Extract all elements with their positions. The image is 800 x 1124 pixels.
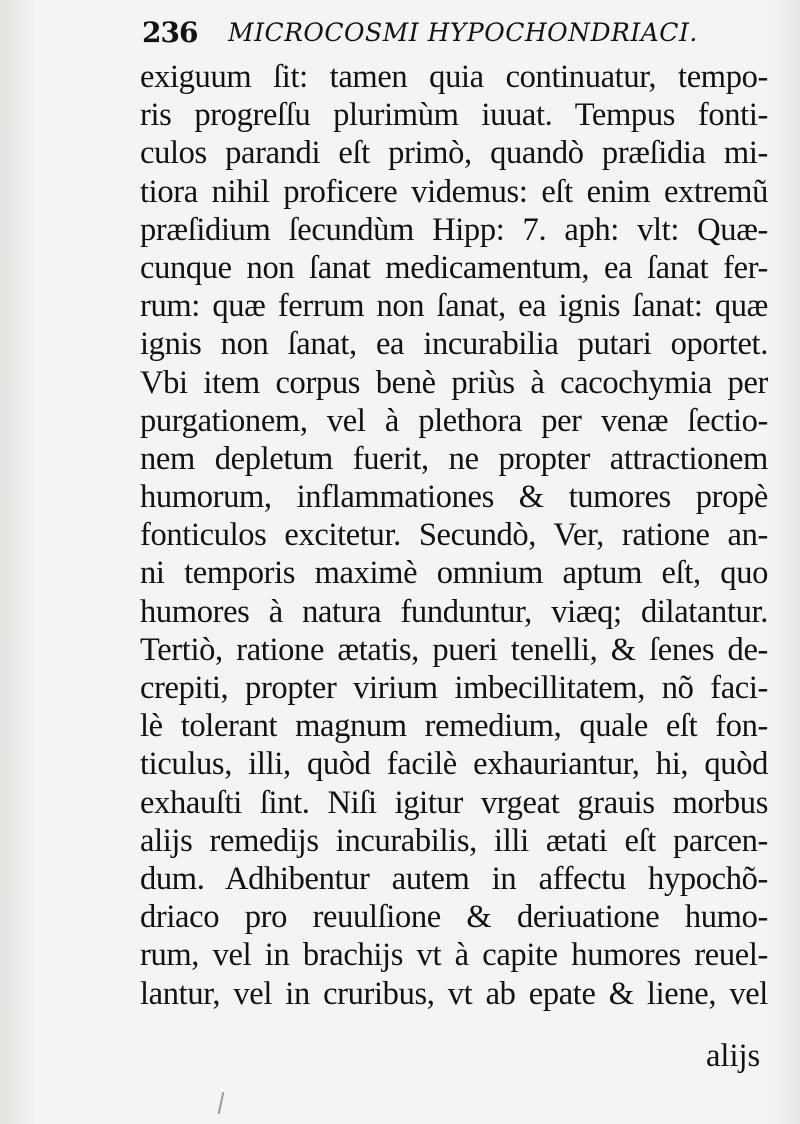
text-line: dum. Adhibentur autem in affectu hypochõ- <box>140 860 768 897</box>
text-line: rum: quæ ferrum non ſanat, ea ignis ſanat: quæ <box>140 288 768 325</box>
text-line: lè tolerant magnum remedium, quale eſt fon- <box>140 708 768 745</box>
text-line: ni temporis maximè omnium aptum eſt, quo <box>140 555 768 592</box>
text-line: exiguum ſit: tamen quia continuatur, tempo- <box>140 59 768 95</box>
page-right-edge <box>770 0 800 1124</box>
text-line: fonticulos excitetur. Secundò, Ver, ratione an- <box>140 517 768 554</box>
body-text <box>140 58 768 1013</box>
catchword: alijs <box>706 1038 761 1074</box>
text-line: humores à natura funduntur, viæq; dilatantur. <box>140 593 768 630</box>
text-line: alijs remedijs incurabilis, illi ætati eſt parcen- <box>140 822 768 859</box>
text-line: tiora nihil proficere videmus: eſt enim extremũ <box>140 173 768 210</box>
text-line: ticulus, illi, quòd facilè exhauriantur, hi, quòd <box>140 746 768 783</box>
text-line: lantur, vel in cruribus, vt ab epate & liene, vel <box>140 975 768 1012</box>
page-number: 236 <box>142 16 198 49</box>
text-line: ignis non ſanat, ea incurabilia putari oportet. <box>140 326 768 363</box>
running-head-title: MICROCOSMI HYPOCHONDRIACI. <box>228 18 698 47</box>
text-line: purgationem, vel à plethora per venæ ſectio- <box>140 402 768 439</box>
text-line: nem depletum fuerit, ne propter attractionem <box>140 440 768 477</box>
text-line: humorum, inflammationes & tumores propè <box>140 479 768 516</box>
text-line: exhauſti ſint. Niſi igitur vrgeat grauis morbus <box>140 784 768 821</box>
text-line: Tertiò, ratione ætatis, pueri tenelli, & ſenes de- <box>140 631 768 668</box>
text-line: rum, vel in brachijs vt à capite humores reuel- <box>140 937 768 974</box>
text-line: præſidium ſecundùm Hipp: 7. aph: vlt: Quæ- <box>140 211 768 248</box>
text-line: cunque non ſanat medicamentum, ea ſanat fer- <box>140 249 768 286</box>
text-line: Vbi item corpus benè priùs à cacochymia per <box>140 364 768 401</box>
text-line: driaco pro reuulſione & deriuatione humo- <box>140 899 768 936</box>
page-left-edge <box>0 0 36 1124</box>
text-line: culos parandi eſt primò, quandò præſidia mi- <box>140 135 768 172</box>
running-head <box>142 12 772 52</box>
text-line: crepiti, propter virium imbecillitatem, nõ faci- <box>140 670 768 706</box>
stray-ink-mark <box>218 1092 225 1114</box>
text-line: ris progreſſu plurimùm iuuat. Tempus fonti- <box>140 97 768 134</box>
